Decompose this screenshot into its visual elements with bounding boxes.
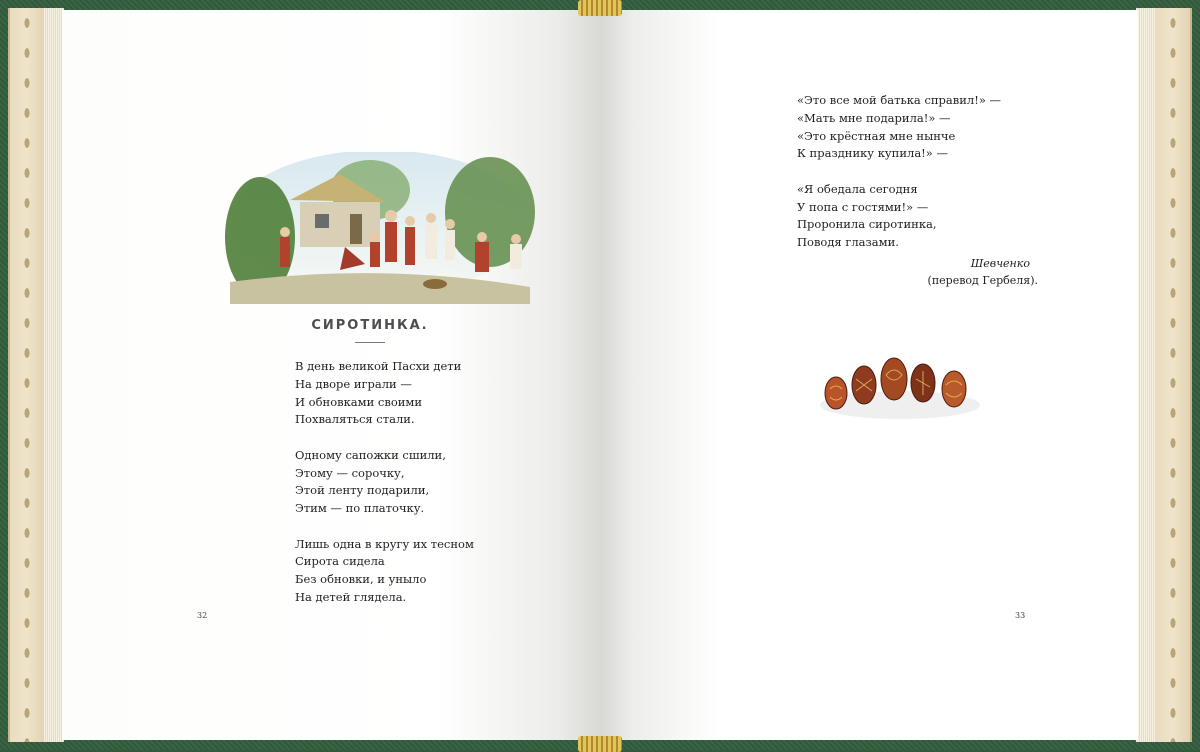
- poem-line: И обновками своими: [295, 394, 423, 409]
- poem-line: «Я обедала сегодня: [797, 181, 918, 196]
- poem-line: «Это все мой батька справил!» —: [797, 93, 1002, 107]
- poem-line: В день великой Пасхи дети: [295, 359, 462, 373]
- page-number-right: 33: [1015, 611, 1026, 620]
- left-poem: [295, 358, 474, 607]
- headband-top: [578, 0, 622, 16]
- poem-line: На дворе играли —: [295, 376, 412, 391]
- page-number-left: 32: [197, 611, 208, 620]
- poem-line: «Это крёстная мне нынче: [797, 128, 956, 143]
- poem-line: На детей глядела.: [295, 589, 407, 604]
- poem-line: Этому — сорочку,: [295, 465, 405, 480]
- poem-line: Одному сапожки сшили,: [295, 447, 446, 462]
- poem-line: Этой ленту подарили,: [295, 483, 430, 498]
- poem-line: Похваляться стали.: [295, 412, 415, 427]
- poem-line: «Мать мне подарила!» —: [797, 110, 951, 125]
- title-divider: [355, 342, 385, 343]
- poem-line: Этим — по платочку.: [295, 501, 425, 516]
- children-illustration: [220, 152, 540, 304]
- page-edges-right: [1136, 8, 1156, 742]
- poem-line: Поводя глазами.: [797, 235, 899, 250]
- easter-eggs-illustration: [808, 345, 988, 435]
- right-poem: [797, 92, 1001, 252]
- poem-line: У попа с гостями!» —: [797, 199, 929, 214]
- poem-line: Без обновки, и уныло: [295, 572, 427, 587]
- endpaper-border-left: [8, 8, 46, 742]
- endpaper-border-right: [1154, 8, 1192, 742]
- poem-title: СИРОТИНКА.: [311, 318, 429, 333]
- page-edges-left: [44, 8, 64, 742]
- translator-credit: (перевод Гербеля).: [927, 274, 1038, 287]
- poem-line: К празднику купила!» —: [797, 146, 948, 161]
- poem-line: Проронила сиротинка,: [797, 217, 937, 232]
- poem-line: Сирота сидела: [295, 554, 385, 569]
- author-name: Шевченко: [970, 257, 1030, 270]
- poem-line: Лишь одна в кругу их тесном: [295, 536, 474, 551]
